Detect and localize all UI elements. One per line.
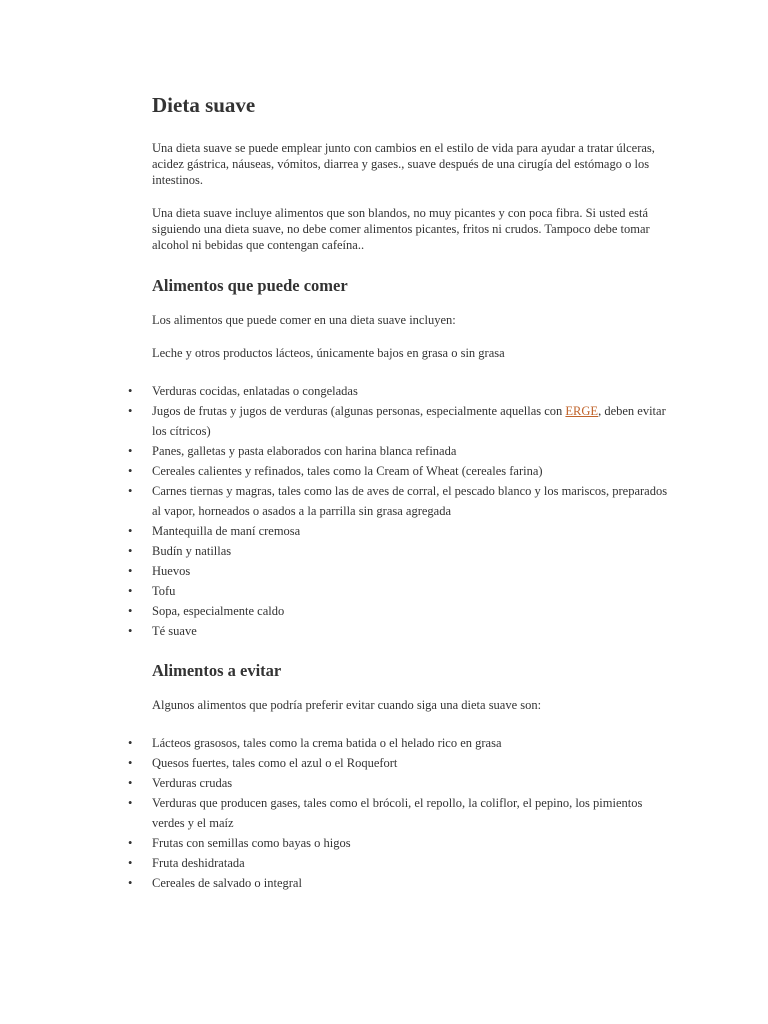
- list-item: • Cereales calientes y refinados, tales como la Cream of Wheat (cereales farina): [152, 461, 672, 481]
- intro-paragraph-1: Una dieta suave se puede emplear junto con cambios en el estilo de vida para ayudar a tratar úlceras, acidez gástrica, náuseas, vómitos, diarrea y gases., suave después de una cirugía del estómago o los intestinos.: [152, 141, 655, 187]
- heading-foods-to-avoid: Alimentos a evitar: [152, 661, 282, 680]
- list-item: • Sopa, especialmente caldo: [152, 601, 672, 621]
- erge-link[interactable]: ERGE: [565, 404, 599, 418]
- list-item: • Huevos: [152, 561, 672, 581]
- list-item: • Verduras crudas: [152, 773, 672, 793]
- heading-allowed-foods: Alimentos que puede comer: [152, 276, 348, 295]
- list-item: • Carnes tiernas y magras, tales como las de aves de corral, el pescado blanco y los mariscos, preparados al vapor, horneados o asados a la parrilla sin grasa agregada: [152, 481, 672, 521]
- allowed-foods-lead: Los alimentos que puede comer en una dieta suave incluyen:: [152, 313, 456, 327]
- list-item-text: Jugos de frutas y jugos de verduras (algunas personas, especialmente aquellas con: [152, 404, 566, 418]
- list-item: • Verduras cocidas, enlatadas o congeladas: [152, 381, 672, 401]
- list-item: • Té suave: [152, 621, 672, 641]
- list-item: • Quesos fuertes, tales como el azul o el Roquefort: [152, 753, 672, 773]
- article-content: [152, 90, 672, 893]
- list-item: • Tofu: [152, 581, 672, 601]
- list-item-text: , deben evitar los cítricos): [152, 404, 666, 438]
- foods-to-avoid-lead: Algunos alimentos que podría preferir evitar cuando siga una dieta suave son:: [152, 698, 542, 712]
- list-item: • Panes, galletas y pasta elaborados con harina blanca refinada: [152, 441, 672, 461]
- list-item: • Mantequilla de maní cremosa: [152, 521, 672, 541]
- list-item: • Lácteos grasosos, tales como la crema batida o el helado rico en grasa: [152, 733, 672, 753]
- allowed-foods-list: [152, 381, 672, 641]
- list-item: • Fruta deshidratada: [152, 853, 672, 873]
- list-item: • Cereales de salvado o integral: [152, 873, 672, 893]
- foods-to-avoid-list: [152, 733, 672, 893]
- list-item: • Verduras que producen gases, tales como el brócoli, el repollo, la coliflor, el pepino, los pimientos verdes y el maíz: [152, 793, 672, 833]
- list-item: • Frutas con semillas como bayas o higos: [152, 833, 672, 853]
- allowed-foods-dairy: Leche y otros productos lácteos, únicamente bajos en grasa o sin grasa: [152, 346, 505, 360]
- list-item: [152, 401, 672, 441]
- list-item: • Budín y natillas: [152, 541, 672, 561]
- page-title: Dieta suave: [152, 93, 256, 117]
- intro-paragraph-2: Una dieta suave incluye alimentos que son blandos, no muy picantes y con poca fibra. Si usted está siguiendo una dieta suave, no debe comer alimentos picantes, fritos ni crudos. Tampoco debe tomar alcohol ni bebidas que contengan cafeína..: [152, 206, 650, 252]
